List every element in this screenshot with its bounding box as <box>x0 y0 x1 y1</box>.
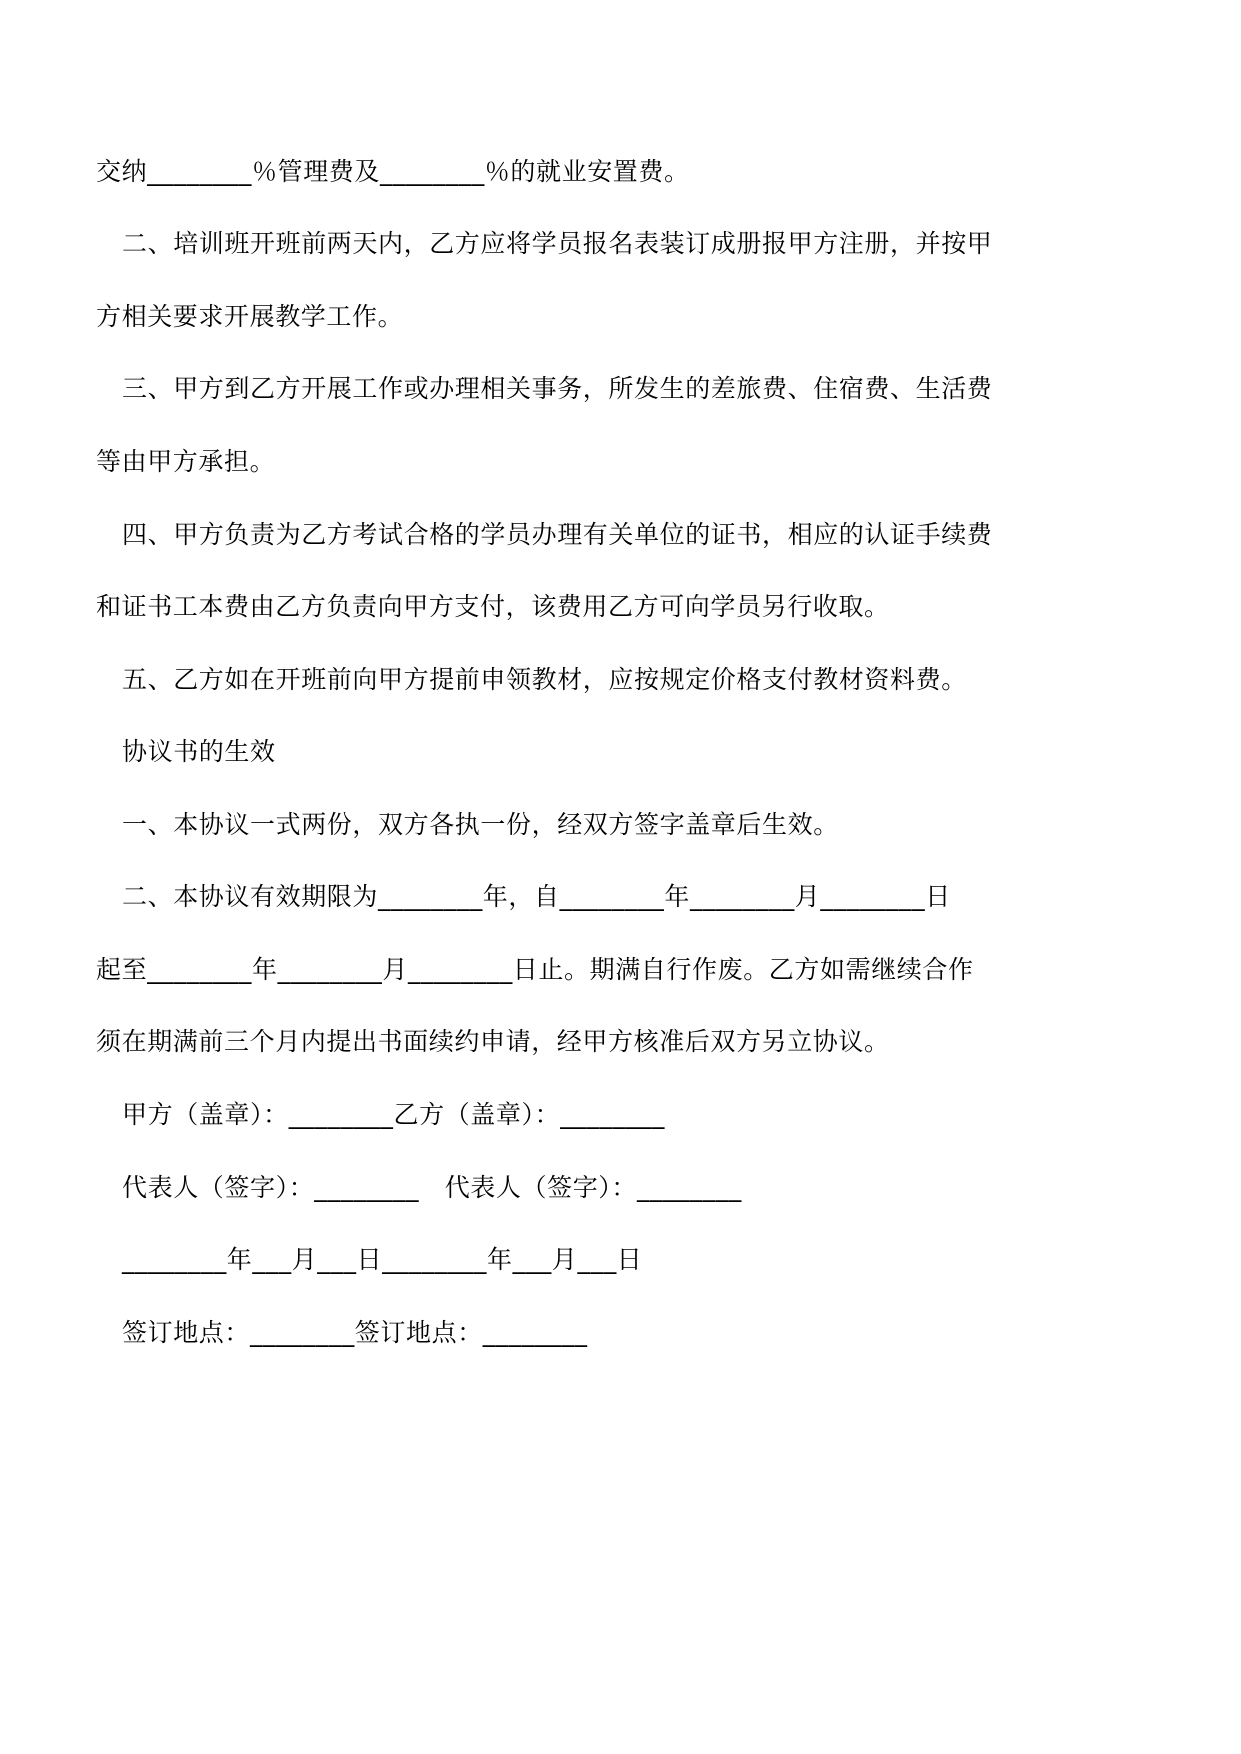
clause-2-line-2: 方相关要求开展教学工作。 <box>96 302 404 331</box>
effect-clause-1-line: 一、本协议一式两份，双方各执一份，经双方签字盖章后生效。 <box>122 810 839 839</box>
effect-clause-2-line-2: 起至________年________月________日止。期满自行作废。乙方如需继续合作 <box>96 955 974 984</box>
signature-date-line: ________年___月___日________年___月___日 <box>122 1245 643 1274</box>
section-heading-effect: 协议书的生效 <box>122 737 276 766</box>
clause-4-line-2: 和证书工本费由乙方负责向甲方支付，该费用乙方可向学员另行收取。 <box>96 592 890 621</box>
paragraph-fee-line: 交纳________％管理费及________％的就业安置费。 <box>96 157 690 186</box>
clause-3-line-1: 三、甲方到乙方开展工作或办理相关事务，所发生的差旅费、住宿费、生活费 <box>122 374 993 403</box>
effect-clause-2-line-1: 二、本协议有效期限为________年，自________年________月________日 <box>122 882 951 911</box>
signature-representative-line: 代表人（签字）：________ 代表人（签字）：________ <box>122 1173 742 1202</box>
signature-stamp-line: 甲方（盖章）：________乙方（盖章）：________ <box>122 1100 666 1129</box>
clause-2-line-1: 二、培训班开班前两天内，乙方应将学员报名表装订成册报甲方注册，并按甲 <box>122 229 993 258</box>
clause-5-line: 五、乙方如在开班前向甲方提前申领教材，应按规定价格支付教材资料费。 <box>122 665 967 694</box>
clause-4-line-1: 四、甲方负责为乙方考试合格的学员办理有关单位的证书，相应的认证手续费 <box>122 520 993 549</box>
effect-clause-2-line-3: 须在期满前三个月内提出书面续约申请，经甲方核准后双方另立协议。 <box>96 1027 890 1056</box>
clause-3-line-2: 等由甲方承担。 <box>96 447 276 476</box>
signature-location-line: 签订地点：________签订地点：________ <box>122 1318 588 1347</box>
